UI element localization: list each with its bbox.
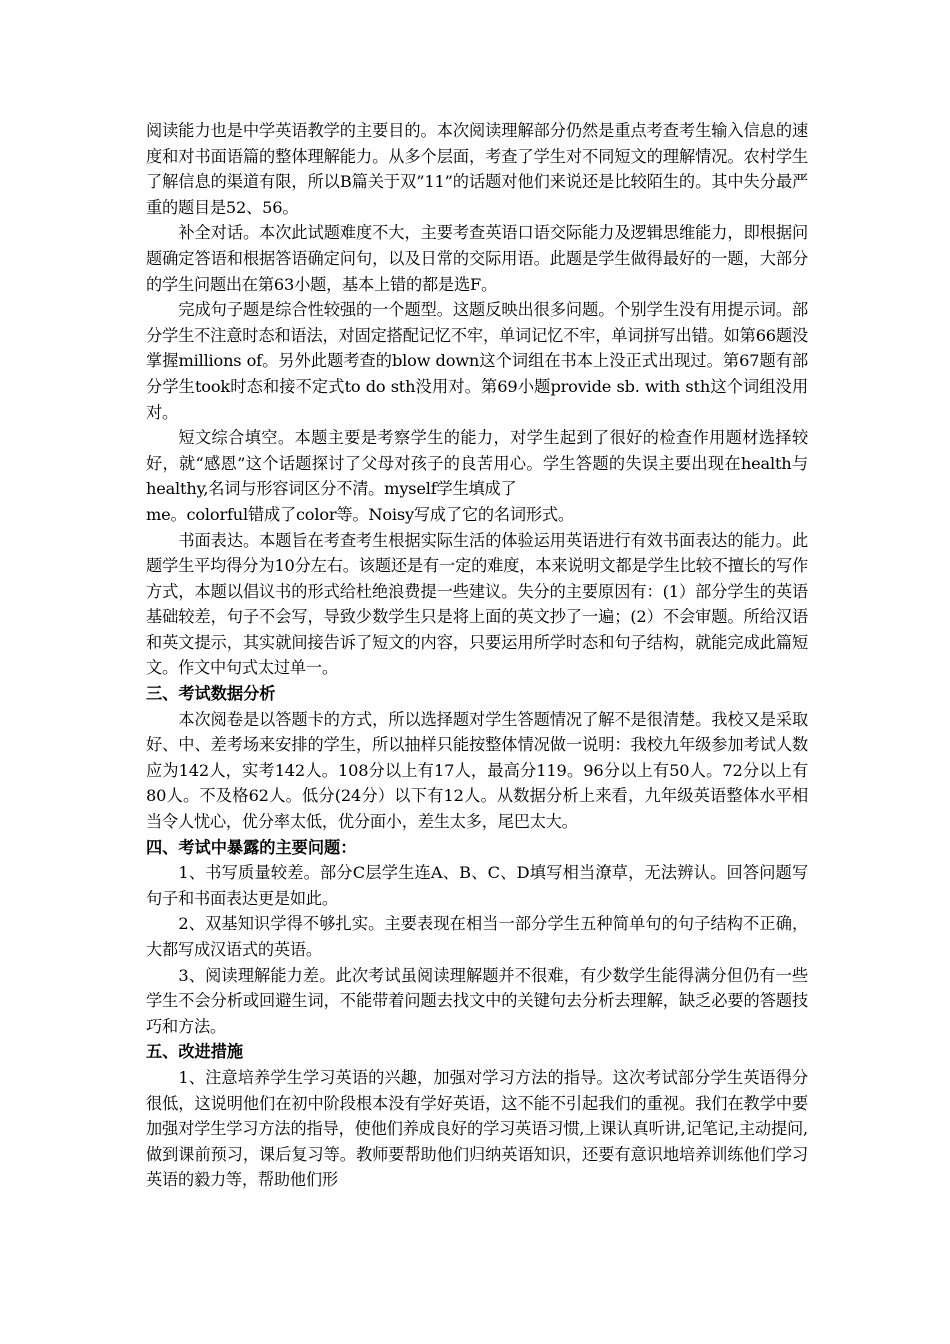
paragraph-cloze-filling: 短文综合填空。本题主要是考察学生的能力，对学生起到了很好的检查作用题材选择较好，就“感恩”这个话题探讨了父母对孩子的良苦用心。学生答题的失误主要出现在health与healthy,名词与形容词区分不清。myself学生填成了 me。colorful错成了color等。Noisy写成了它的名词形式。: [146, 428, 808, 524]
section-heading-main-problems: 四、考试中暴露的主要问题：: [146, 837, 357, 857]
section-heading-data-analysis: 三、考试数据分析: [146, 684, 276, 704]
paragraph-problem-1: 1、书写质量较差。部分C层学生连A、B、C、D填写相当潦草，无法辨认。回答问题写句子和书面表达更是如此。: [146, 863, 808, 908]
paragraph-reading-comprehension: 阅读能力也是中学英语教学的主要目的。本次阅读理解部分仍然是重点考查考生输入信息的速度和对书面语篇的整体理解能力。从多个层面，考查了学生对不同短文的理解情况。农村学生了解信息的渠道有限，所以B篇关于双”11”的话题对他们来说还是比较陌生的。其中失分最严重的题目是52、56。: [146, 121, 808, 217]
section-heading-improvements: 五、改进措施: [146, 1042, 244, 1062]
paragraph-written-expression: 书面表达。本题旨在考查考生根据实际生活的体验运用英语进行有效书面表达的能力。此题学生平均得分为10分左右。该题还是有一定的难度，本来说明文都是学生比较不擅长的写作方式，本题以倡议书的形式给杜绝浪费提一些建议。失分的主要原因有：(1）部分学生的英语基础较差，句子不会写，导致少数学生只是将上面的英文抄了一遍；(2）不会审题。所给汉语和英文提示，其实就间接告诉了短文的内容，只要运用所学时态和句子结构，就能完成此篇短文。作文中句式太过单一。: [146, 530, 808, 678]
document-page: [146, 118, 808, 1193]
paragraph-sentence-completion: 完成句子题是综合性较强的一个题型。这题反映出很多问题。个别学生没有用提示词。部分学生不注意时态和语法，对固定搭配记忆不牢，单词记忆不牢，单词拼写出错。如第66题没掌握millions of。另外此题考查的blow down这个词组在书本上没正式出现过。第67题有部分学生took时态和接不定式to do sth没用对。第69小题provide sb. with sth这个词组没用对。: [146, 300, 808, 422]
paragraph-improvement-1: 1、注意培养学生学习英语的兴趣，加强对学习方法的指导。这次考试部分学生英语得分很低，这说明他们在初中阶段根本没有学好英语，这不能不引起我们的重视。我们在教学中要加强对学生学习方法的指导，使他们养成良好的学习英语习惯,上课认真听讲,记笔记,主动提问,做到课前预习，课后复习等。教师要帮助他们归纳英语知识，还要有意识地培养训练他们学习英语的毅力等，帮助他们形: [146, 1067, 808, 1190]
paragraph-dialogue-completion: 补全对话。本次此试题难度不大，主要考查英语口语交际能力及逻辑思维能力，即根据问题确定答语和根据答语确定问句，以及日常的交际用语。此题是学生做得最好的一题，大部分的学生问题出在第63小题，基本上错的都是选F。: [146, 223, 808, 294]
paragraph-problem-2: 2、双基知识学得不够扎实。主要表现在相当一部分学生五种简单句的句子结构不正确，大都写成汉语式的英语。: [146, 914, 808, 959]
paragraph-data-analysis: 本次阅卷是以答题卡的方式，所以选择题对学生答题情况了解不是很清楚。我校又是采取好、中、差考场来安排的学生，所以抽样只能按整体情况做一说明：我校九年级参加考试人数应为142人，实考142人。108分以上有17人，最高分119。96分以上有50人。72分以上有80人。不及格62人。低分(24分）以下有12人。从数据分析上来看，九年级英语整体水平相当令人忧心，优分率太低，优分面小，差生太多，尾巴太大。: [146, 709, 808, 832]
paragraph-problem-3: 3、阅读理解能力差。此次考试虽阅读理解题并不很难，有少数学生能得满分但仍有一些学生不会分析或回避生词，不能带着问题去找文中的关键句去分析去理解，缺乏必要的答题技巧和方法。: [146, 965, 808, 1036]
